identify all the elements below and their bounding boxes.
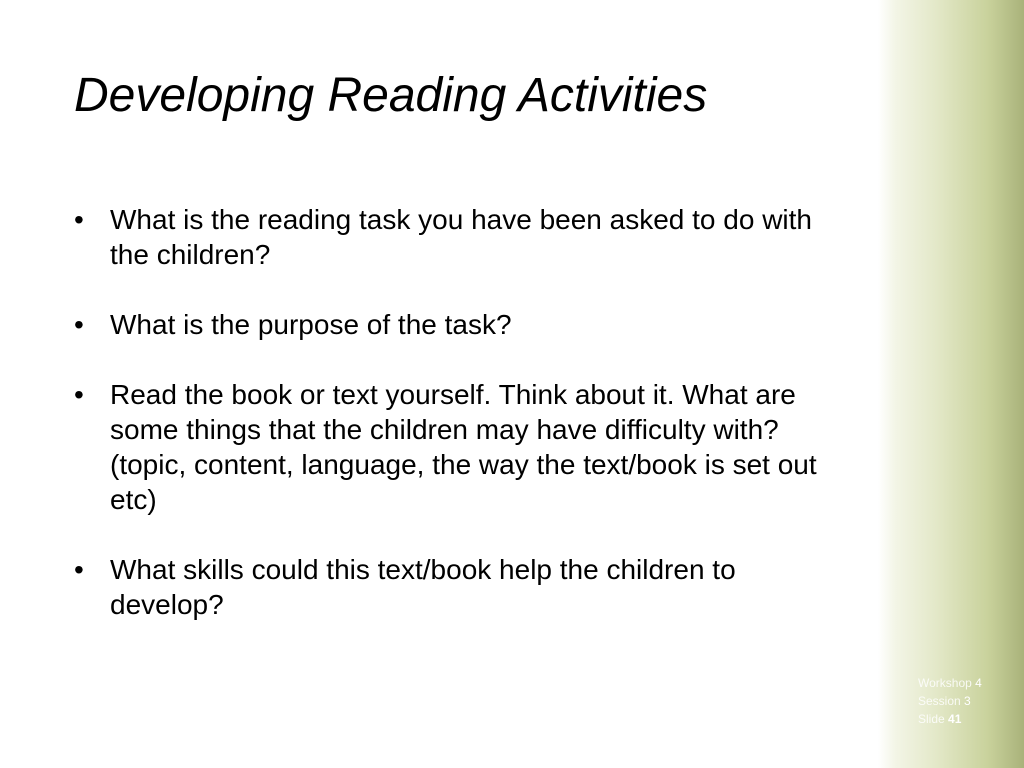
bullet-text: What is the reading task you have been asked to do with the children?: [110, 204, 812, 270]
footer-session: [918, 692, 982, 710]
bullet-dot: •: [74, 554, 84, 585]
slide-title: Developing Reading Activities: [74, 69, 708, 122]
bullet-dot: •: [74, 309, 84, 340]
bullet-item: [74, 377, 854, 517]
footer-session-label: Session: [918, 694, 961, 708]
bullet-item: [74, 552, 854, 622]
footer-slide-number: 41: [948, 712, 962, 726]
footer-session-number: 3: [964, 694, 971, 708]
footer-slide-label: Slide: [918, 712, 945, 726]
bullet-text: What is the purpose of the task?: [110, 309, 512, 340]
footer-workshop-label: Workshop: [918, 676, 972, 690]
footer-workshop: [918, 674, 982, 692]
footer-workshop-number: 4: [975, 676, 982, 690]
bullet-text: Read the book or text yourself. Think about it. What are some things that the children may have difficulty with? (topic, content, language, the way the text/book is set out etc): [110, 379, 817, 515]
bullet-item: [74, 307, 854, 342]
bullet-item: [74, 202, 854, 272]
bullet-text: What skills could this text/book help the children to develop?: [110, 554, 736, 620]
footer-slide: [918, 710, 982, 728]
slide-footer: [918, 674, 982, 728]
bullet-dot: •: [74, 379, 84, 410]
decorative-side-band: [878, 0, 1024, 768]
bullet-dot: •: [74, 204, 84, 235]
bullet-list: [74, 202, 854, 622]
